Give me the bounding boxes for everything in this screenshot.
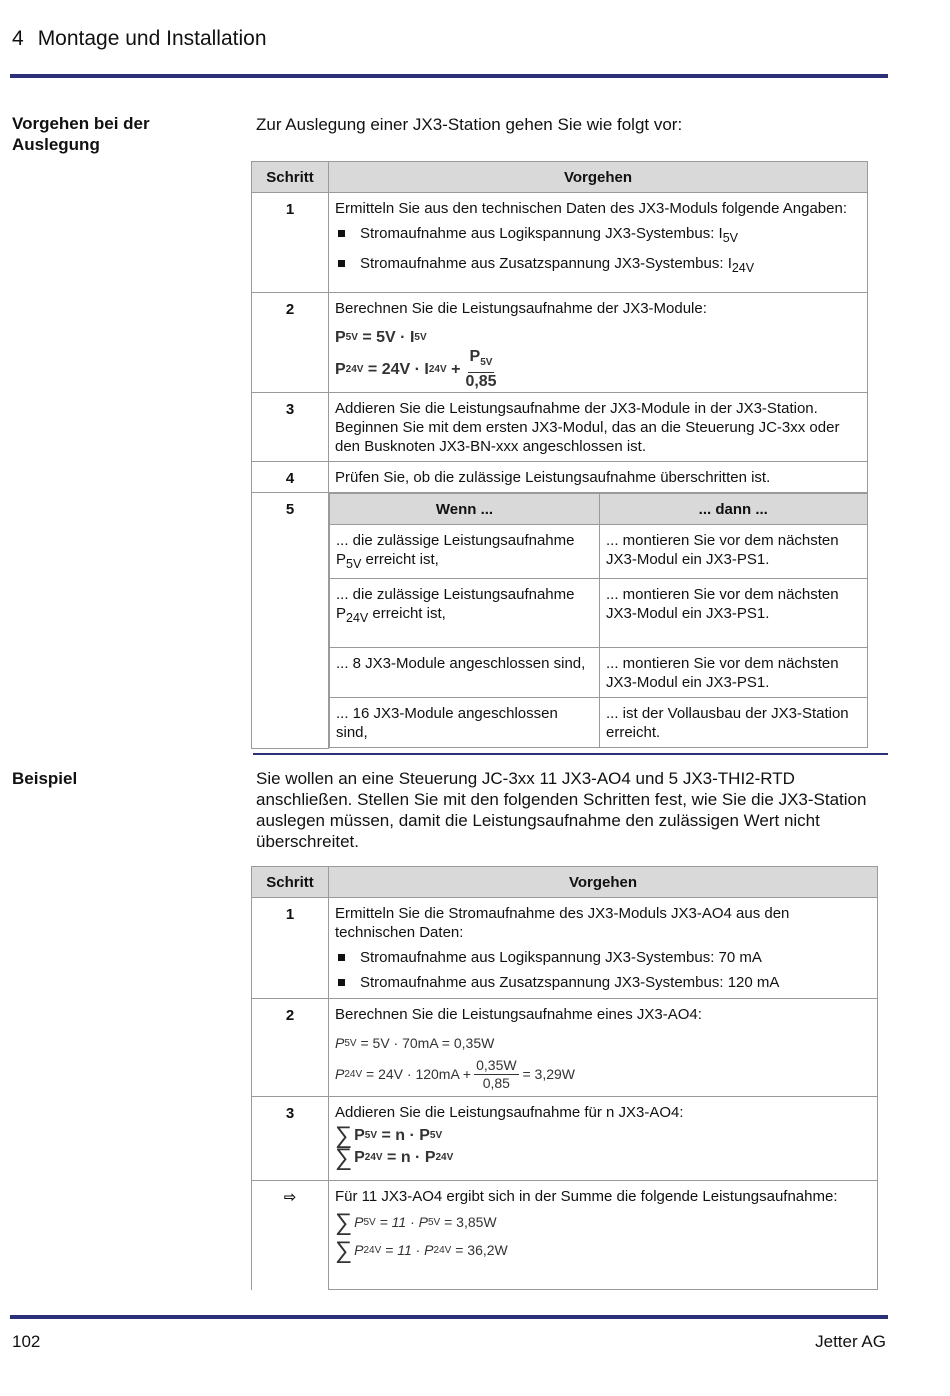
table-row: [252, 462, 868, 493]
step-description: [329, 999, 878, 1097]
step-number: 1: [252, 898, 329, 999]
step-text: Berechnen Sie die Leistungsaufnahme eines JX3-AO4:: [335, 1006, 702, 1023]
example-intro: Sie wollen an eine Steuerung JC-3xx 11 JX3-AO4 und 5 JX3-THI2-RTD anschließen. Stellen Sie mit den folgenden Schritten fest, wie Sie die JX3-Station auslegen müssen, damit die Leistungsaufnahme den zulässigen Wert nicht überschreitet.: [256, 769, 867, 851]
list-item: Stromaufnahme aus Logikspannung JX3-Systembus: $I_{5V}$: [335, 224, 861, 248]
step-text: Für 11 JX3-AO4 ergibt sich in der Summe die folgende Leistungsaufnahme:: [335, 1188, 838, 1205]
step-number: 2: [252, 293, 329, 393]
result-arrow-icon: ⇨: [252, 1181, 329, 1290]
formula: ∑ P 5V = 11 · P 5V = 3,85W ∑ P 24V = 11 · P 24V = 36,2W: [335, 1208, 508, 1264]
company-name: Jetter AG: [815, 1332, 886, 1351]
formula: P 5V = 5V · I 5V P 24V = 24V · I 24V + $\frac{P_{5V}}{0,85}$: [335, 328, 497, 390]
decision-cell: [329, 493, 868, 749]
then-cell: ... montieren Sie vor dem nächsten JX3-Modul ein JX3-PS1.: [600, 579, 868, 648]
formula: P 5V = 5V · 70mA = 0,35W P 24V = 24V · 120mA + $\frac{0,35W}{0,85}$ = 3,29W: [335, 1034, 575, 1091]
table-row: [252, 493, 868, 749]
step-number: 3: [252, 393, 329, 462]
example-table: [251, 866, 878, 1290]
table-row: [252, 393, 868, 462]
step-description: [329, 193, 868, 293]
step-number: 3: [252, 1097, 329, 1181]
step-text: Berechnen Sie die Leistungsaufnahme der JX3-Module:: [335, 300, 707, 317]
col-header-then: ... dann ...: [600, 494, 868, 525]
step-description: [329, 1097, 878, 1181]
decision-row: [330, 698, 868, 748]
step-description: [329, 293, 868, 393]
header-rule: [10, 74, 888, 78]
step-text: Addieren Sie die Leistungsaufnahme für n JX3-AO4:: [335, 1104, 684, 1121]
bullet-list: [335, 948, 871, 992]
decision-table: [329, 493, 868, 748]
section-label-beispiel: Beispiel: [12, 769, 78, 788]
table-row: [252, 293, 868, 393]
list-item: Stromaufnahme aus Logikspannung JX3-Systembus: 70 mA: [335, 948, 871, 967]
page-number: 102: [12, 1332, 41, 1351]
decision-row: [330, 525, 868, 579]
if-cell: ... 16 JX3-Module angeschlossen sind,: [330, 698, 600, 748]
section-label-line: Auslegung: [12, 135, 100, 154]
section-divider: [253, 753, 888, 755]
section-label-line: Vorgehen bei der: [12, 114, 150, 133]
if-cell: ... die zulässige Leistungsaufnahme $P_{5V}$ erreicht ist,: [330, 525, 600, 579]
step-number: 4: [252, 462, 329, 493]
col-header-procedure: Vorgehen: [329, 162, 868, 193]
table-row: [252, 1181, 878, 1290]
col-header-step: Schritt: [252, 162, 329, 193]
table-row: [252, 999, 878, 1097]
table-row: [252, 1097, 878, 1181]
chapter-heading: [12, 27, 267, 51]
then-cell: ... ist der Vollausbau der JX3-Station erreicht.: [600, 698, 868, 748]
footer-rule: [10, 1315, 888, 1319]
decision-row: [330, 648, 868, 698]
section-label-auslegung: [12, 113, 212, 155]
col-header-if: Wenn ...: [330, 494, 600, 525]
list-item: Stromaufnahme aus Zusatzspannung JX3-Systembus: 120 mA: [335, 973, 871, 992]
step-text: Ermitteln Sie die Stromaufnahme des JX3-Moduls JX3-AO4 aus den technischen Daten:: [335, 905, 790, 941]
decision-row: [330, 579, 868, 648]
then-cell: ... montieren Sie vor dem nächsten JX3-Modul ein JX3-PS1.: [600, 525, 868, 579]
table-row: [252, 898, 878, 999]
then-cell: ... montieren Sie vor dem nächsten JX3-Modul ein JX3-PS1.: [600, 648, 868, 698]
step-number: 5: [252, 493, 329, 749]
step-number: 2: [252, 999, 329, 1097]
table-row: [252, 193, 868, 293]
section-intro: Zur Auslegung einer JX3-Station gehen Sie wie folgt vor:: [256, 115, 683, 134]
if-cell: ... 8 JX3-Module angeschlossen sind,: [330, 648, 600, 698]
bullet-list: [335, 224, 861, 278]
chapter-number: 4: [12, 27, 24, 50]
step-text: Ermitteln Sie aus den technischen Daten des JX3-Moduls folgende Angaben:: [335, 200, 847, 217]
if-cell: ... die zulässige Leistungsaufnahme $P_{24V}$ erreicht ist,: [330, 579, 600, 648]
col-header-procedure: Vorgehen: [329, 867, 878, 898]
step-description: [329, 898, 878, 999]
col-header-step: Schritt: [252, 867, 329, 898]
step-description: Addieren Sie die Leistungsaufnahme der JX3-Module in der JX3-Station. Beginnen Sie mit dem ersten JX3-Modul, das an die Steuerung JC-3xx oder den Busknoten JX3-BN-xxx angeschlossen ist.: [329, 393, 868, 462]
step-number: 1: [252, 193, 329, 293]
chapter-title: Montage und Installation: [37, 27, 267, 50]
step-description: [329, 1181, 878, 1290]
procedure-table: [251, 161, 868, 749]
formula: ∑ P 5V = n · P 5V ∑ P 24V = n · P 24V: [335, 1121, 454, 1171]
step-description: Prüfen Sie, ob die zulässige Leistungsaufnahme überschritten ist.: [329, 462, 868, 493]
list-item: Stromaufnahme aus Zusatzspannung JX3-Systembus: $I_{24V}$: [335, 254, 861, 278]
